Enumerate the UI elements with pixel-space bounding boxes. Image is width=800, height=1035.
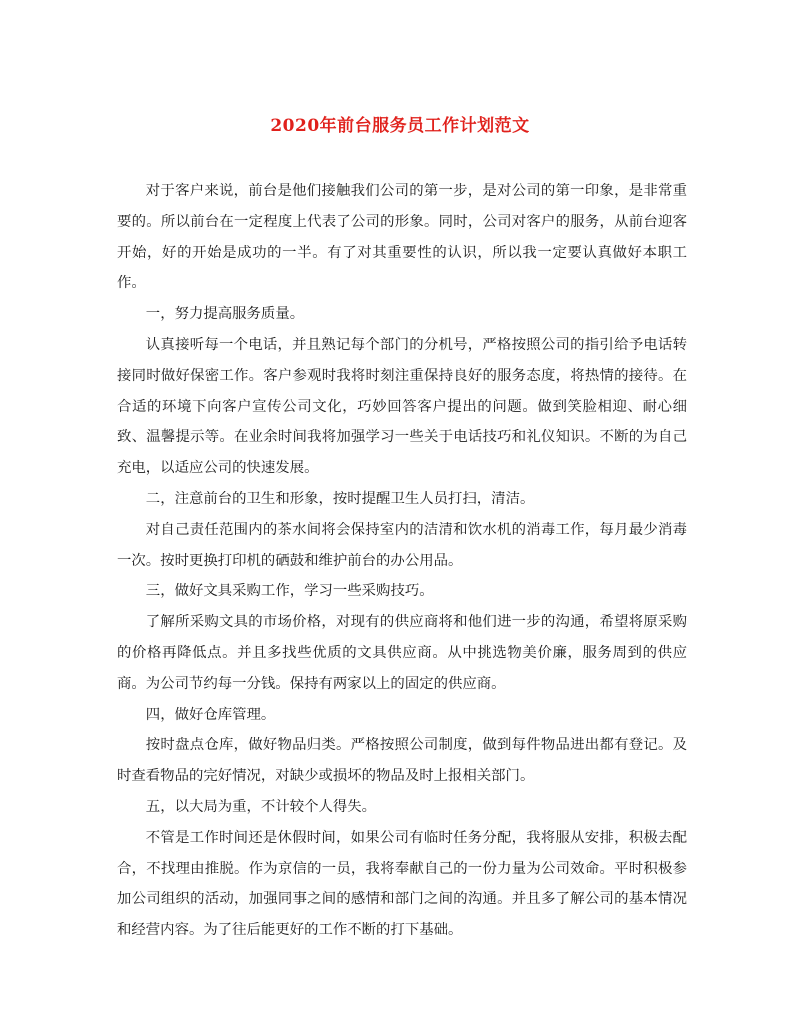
document-body — [117, 176, 687, 946]
paragraph-4: 按时盘点仓库，做好物品归类。严格按照公司制度，做到每件物品进出都有登记。及时查看物品的完好情况，对缺少或损坏的物品及时上报相关部门。 — [117, 737, 687, 785]
section-heading-2: 二，注意前台的卫生和形象，按时提醒卫生人员打扫，清洁。 — [145, 490, 535, 507]
document-title: 2020年前台服务员工作计划范文 — [270, 116, 530, 136]
section-heading-1: 一，努力提高服务质量。 — [145, 306, 305, 323]
paragraph-2: 对自己责任范围内的茶水间将会保持室内的洁清和饮水机的消毒工作，每月最少消毒一次。按时更换打印机的硒鼓和维护前台的办公用品。 — [117, 521, 687, 569]
paragraph-3: 了解所采购文具的市场价格，对现有的供应商将和他们进一步的沟通，希望将原采购的价格再降低点。并且多找些优质的文具供应商。从中挑选物美价廉，服务周到的供应商。为公司节约每一分钱。保持有两家以上的固定的供应商。 — [117, 614, 687, 692]
paragraph-intro: 对于客户来说，前台是他们接触我们公司的第一步，是对公司的第一印象，是非常重要的。所以前台在一定程度上代表了公司的形象。同时，公司对客户的服务，从前台迎客开始，好的开始是成功的一半。有了对其重要性的认识，所以我一定要认真做好本职工作。 — [117, 183, 687, 292]
paragraph-1: 认真接听每一个电话，并且熟记每个部门的分机号，严格按照公司的指引给予电话转接同时做好保密工作。客户参观时我将时刻注重保持良好的服务态度，将热情的接待。在合适的环境下向客户宣传公司文化，巧妙回答客户提出的问题。做到笑脸相迎、耐心细致、温馨提示等。在业余时间我将加强学习一些关于电话技巧和礼仪知识。不断的为自己充电，以适应公司的快速发展。 — [117, 336, 687, 477]
section-heading-4: 四，做好仓库管理。 — [145, 706, 276, 723]
section-heading-3: 三，做好文具采购工作，学习一些采购技巧。 — [145, 583, 434, 600]
paragraph-5: 不管是工作时间还是休假时间，如果公司有临时任务分配，我将服从安排，积极去配合，不找理由推脱。作为京信的一员，我将奉献自己的一份力量为公司效命。平时积极参加公司组织的活动，加强同事之间的感情和部门之间的沟通。并且多了解公司的基本情况和经营内容。为了往后能更好的工作不断的打下基础。 — [117, 829, 687, 939]
section-heading-5: 五，以大局为重，不计较个人得失。 — [145, 798, 377, 815]
